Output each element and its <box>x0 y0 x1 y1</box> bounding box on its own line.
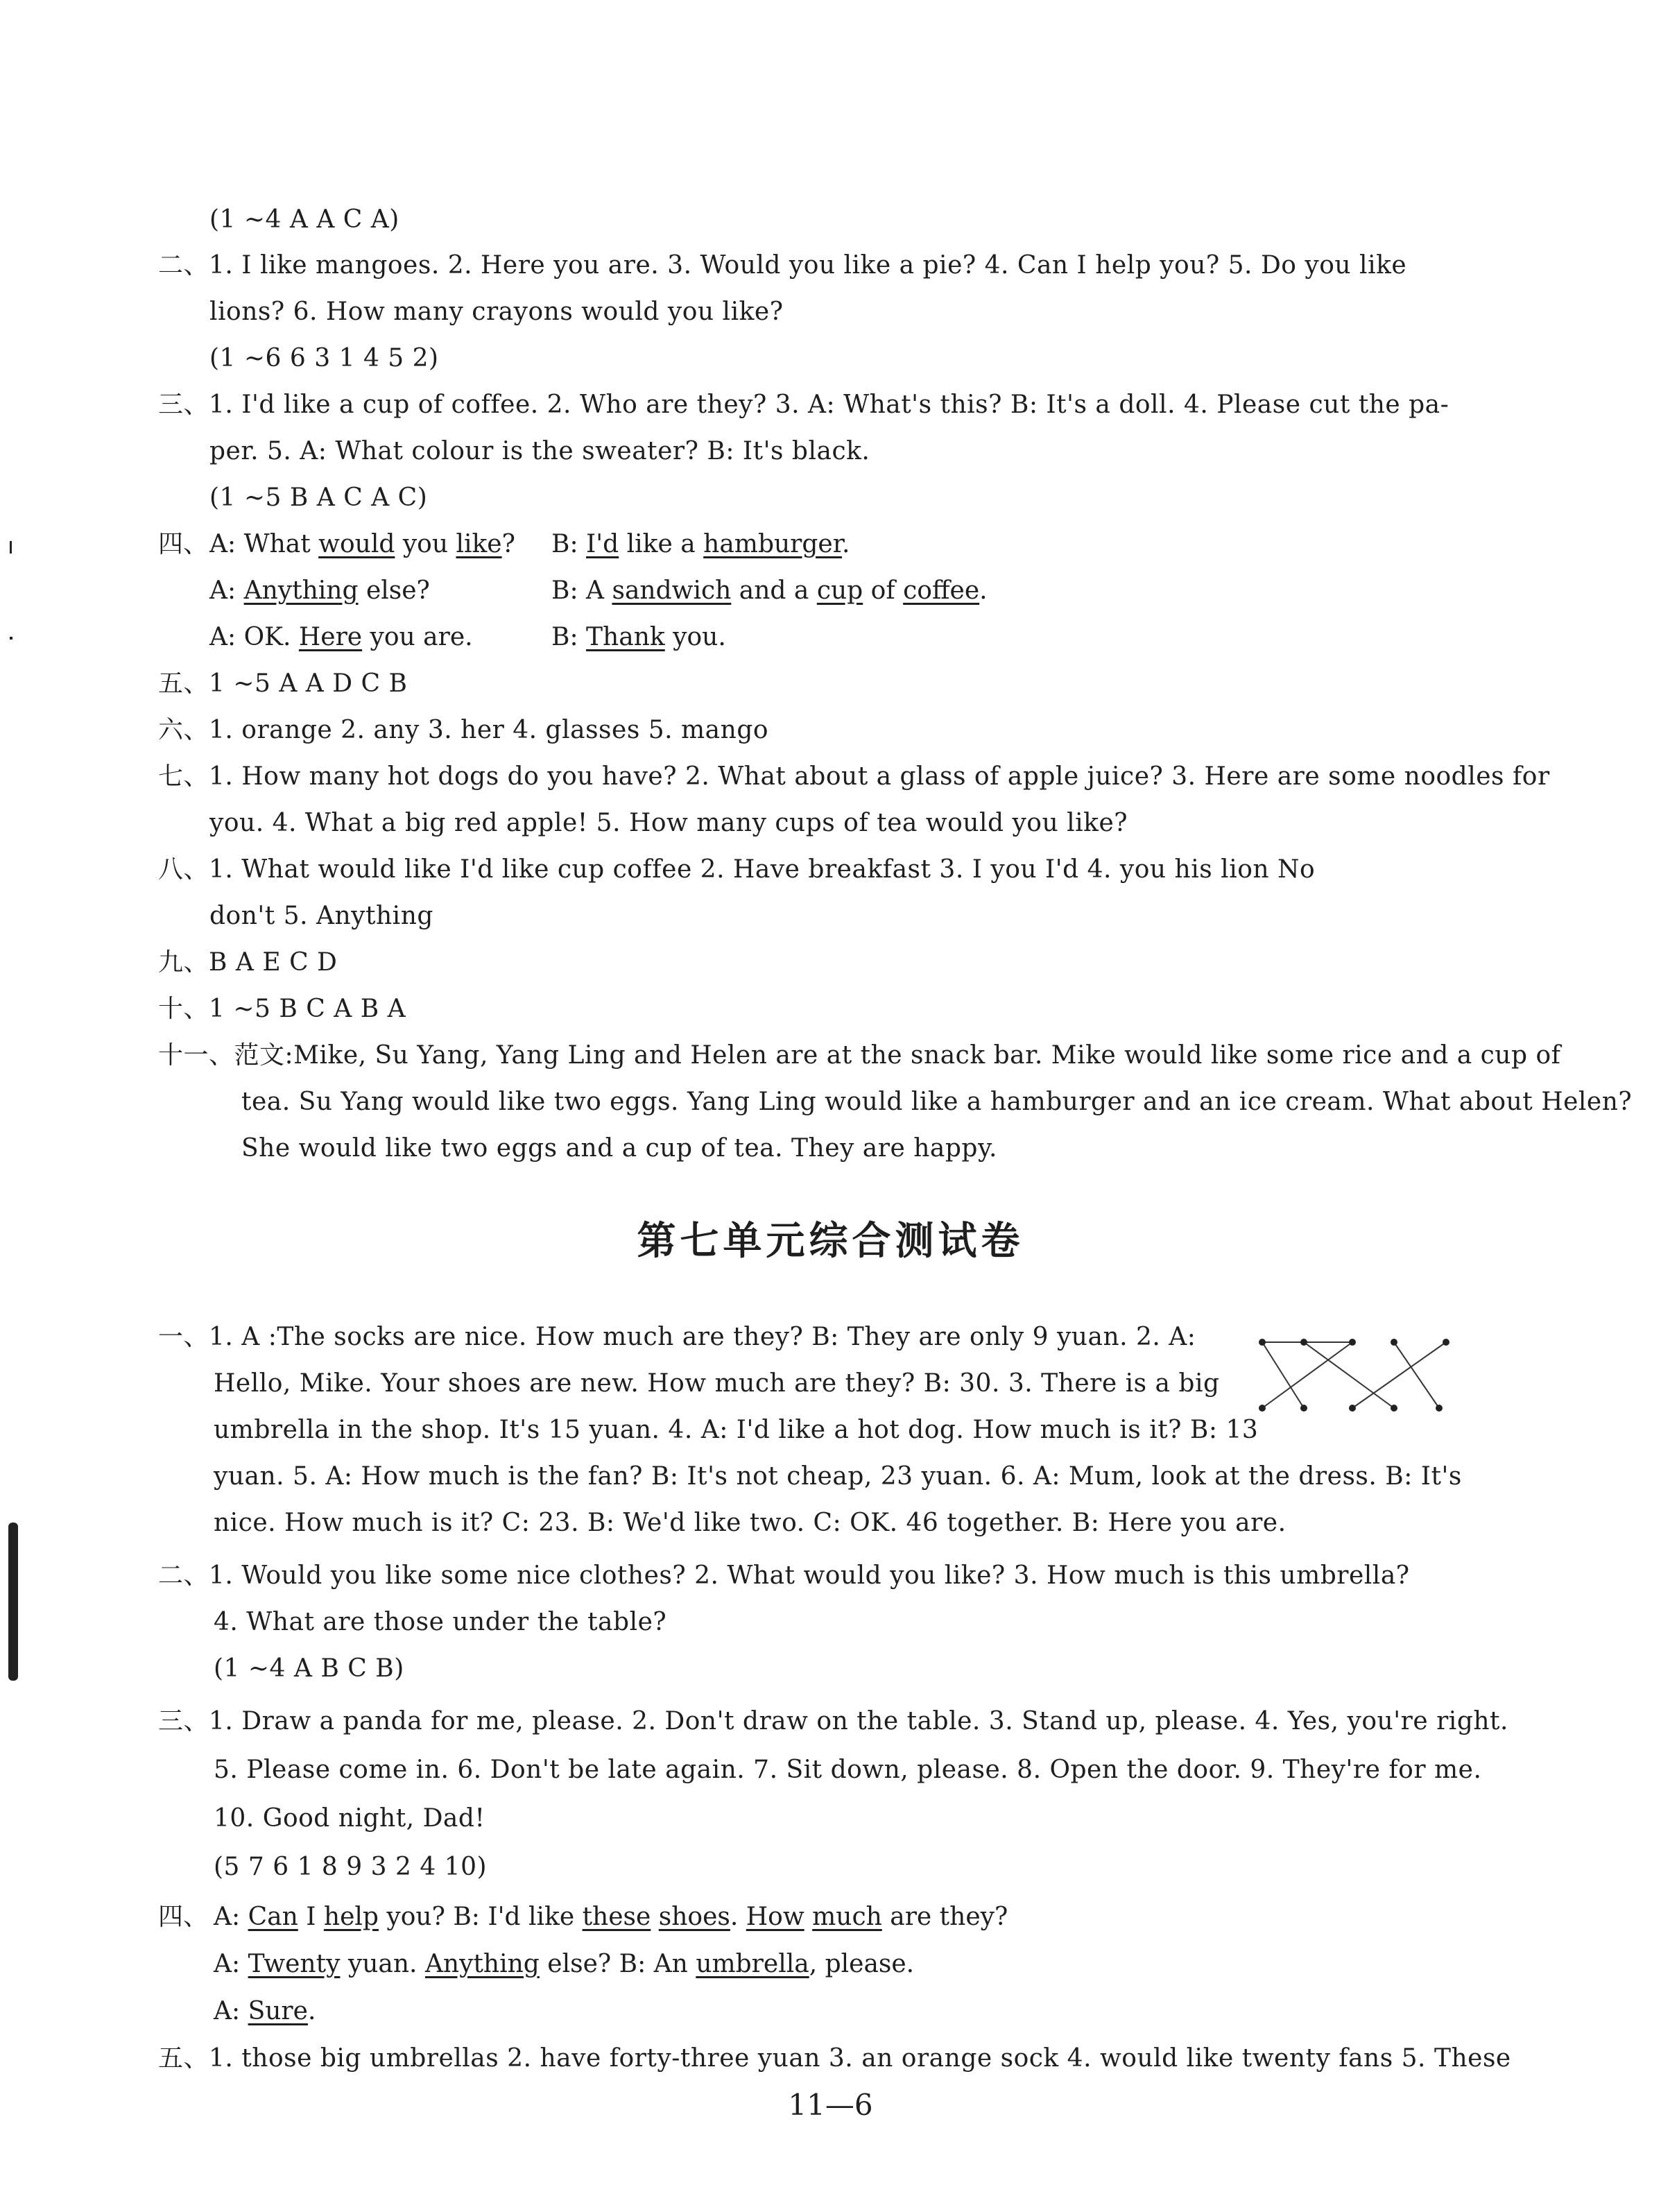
match-dot <box>1259 1339 1266 1346</box>
scan-speck <box>10 637 12 640</box>
match-dot <box>1300 1405 1307 1412</box>
unit7-section3-line3: 10. Good night, Dad! <box>214 1804 485 1833</box>
match-dot <box>1349 1339 1356 1346</box>
section4-row1-a: A: What would you like? <box>209 530 515 558</box>
section3-order: (1 ~5 B A C A C) <box>209 483 428 512</box>
section9: 九、B A E C D <box>158 948 338 977</box>
match-line <box>1262 1342 1352 1408</box>
unit7-section1-line2: Hello, Mike. Your shoes are new. How much are they? B: 30. 3. There is a big <box>214 1369 1220 1398</box>
unit7-section3-line2: 5. Please come in. 6. Don't be late again. 7. Sit down, please. 8. Open the door. 9. They're for me. <box>214 1756 1482 1784</box>
unit-title: 第七单元综合测试卷 <box>637 1219 1024 1264</box>
match-dot <box>1391 1339 1397 1346</box>
section11-line3: She would like two eggs and a cup of tea. They are happy. <box>241 1134 997 1163</box>
match-dot <box>1349 1405 1356 1412</box>
unit7-section1-line5: nice. How much is it? C: 23. B: We'd like two. C: OK. 46 together. B: Here you are. <box>214 1509 1286 1537</box>
matching-diagram <box>1255 1321 1463 1418</box>
section8-line1: 八、1. What would like I'd like cup coffee 2. Have breakfast 3. I you I'd 4. you his lion No <box>158 855 1316 884</box>
unit7-section4-marker: 四、 <box>158 1903 209 1931</box>
section2-order: (1 ~6 6 3 1 4 5 2) <box>209 344 439 372</box>
section11-line2: tea. Su Yang would like two eggs. Yang Ling would like a hamburger and an ice cream. What about Helen? <box>241 1088 1633 1116</box>
unit7-section2-line2: 4. What are those under the table? <box>214 1608 667 1636</box>
section4-row1-b: B: I'd like a hamburger. <box>551 530 850 558</box>
section11-line1: 十一、范文:Mike, Su Yang, Yang Ling and Helen are at the snack bar. Mike would like some rice and a cup of <box>158 1041 1561 1070</box>
unit7-section4-row3: A: Sure. <box>214 1997 316 2025</box>
section4-row2-a: A: Anything else? <box>209 576 430 605</box>
scan-speck <box>10 541 12 554</box>
unit7-section3-line1: 三、1. Draw a panda for me, please. 2. Don't draw on the table. 3. Stand up, please. 4. Yes, you're right. <box>158 1707 1508 1735</box>
unit7-section4-row2: A: Twenty yuan. Anything else? B: An umbrella, please. <box>214 1950 915 1978</box>
section1-tail: (1 ~4 A A C A) <box>209 205 399 234</box>
section3-line1: 三、1. I'd like a cup of coffee. 2. Who are they? 3. A: What's this? B: It's a doll. 4. Please cut the pa- <box>158 391 1449 419</box>
match-dot <box>1259 1405 1266 1412</box>
match-dot <box>1436 1405 1443 1412</box>
section4-row2-b: B: A sandwich and a cup of coffee. <box>551 576 988 605</box>
match-line <box>1262 1342 1304 1408</box>
page-number: 11—6 <box>788 2088 873 2122</box>
section7-line2: you. 4. What a big red apple! 5. How many cups of tea would you like? <box>209 809 1128 837</box>
section10: 十、1 ~5 B C A B A <box>158 995 406 1023</box>
unit7-section2-order: (1 ~4 A B C B) <box>214 1654 404 1683</box>
unit7-section2-line1: 二、1. Would you like some nice clothes? 2. What would you like? 3. How much is this umbrella? <box>158 1561 1410 1590</box>
section2-line2: lions? 6. How many crayons would you like? <box>209 298 784 326</box>
section7-line1: 七、1. How many hot dogs do you have? 2. What about a glass of apple juice? 3. Here are some noodles for <box>158 762 1550 791</box>
unit7-section1-line4: yuan. 5. A: How much is the fan? B: It's not cheap, 23 yuan. 6. A: Mum, look at the dress. B: It's <box>214 1462 1462 1491</box>
section2-line1: 二、1. I like mangoes. 2. Here you are. 3. Would you like a pie? 4. Can I help you? 5. Do you like <box>158 251 1407 280</box>
scan-edge-mark <box>8 1523 18 1681</box>
section8-line2: don't 5. Anything <box>209 902 433 930</box>
section5: 五、1 ~5 A A D C B <box>158 669 408 698</box>
section4-marker: 四、 <box>158 530 209 558</box>
match-dot <box>1391 1405 1397 1412</box>
unit7-section5: 五、1. those big umbrellas 2. have forty-three yuan 3. an orange sock 4. would like twenty fans 5. These <box>158 2044 1511 2073</box>
section6: 六、1. orange 2. any 3. her 4. glasses 5. mango <box>158 716 769 744</box>
section4-row3-b: B: Thank you. <box>551 623 726 651</box>
unit7-section4-row1: A: Can I help you? B: I'd like these shoes. How much are they? <box>214 1903 1008 1931</box>
match-dot <box>1443 1339 1449 1346</box>
match-line <box>1304 1342 1394 1408</box>
unit7-section1-line3: umbrella in the shop. It's 15 yuan. 4. A: I'd like a hot dog. How much is it? B: 13 <box>214 1416 1259 1444</box>
unit7-section3-order: (5 7 6 1 8 9 3 2 4 10) <box>214 1853 488 1881</box>
section3-line2: per. 5. A: What colour is the sweater? B: It's black. <box>209 437 870 465</box>
unit7-section1-line1: 一、1. A :The socks are nice. How much are they? B: They are only 9 yuan. 2. A: <box>158 1323 1196 1351</box>
match-dot <box>1300 1339 1307 1346</box>
section4-row3-a: A: OK. Here you are. <box>209 623 473 651</box>
